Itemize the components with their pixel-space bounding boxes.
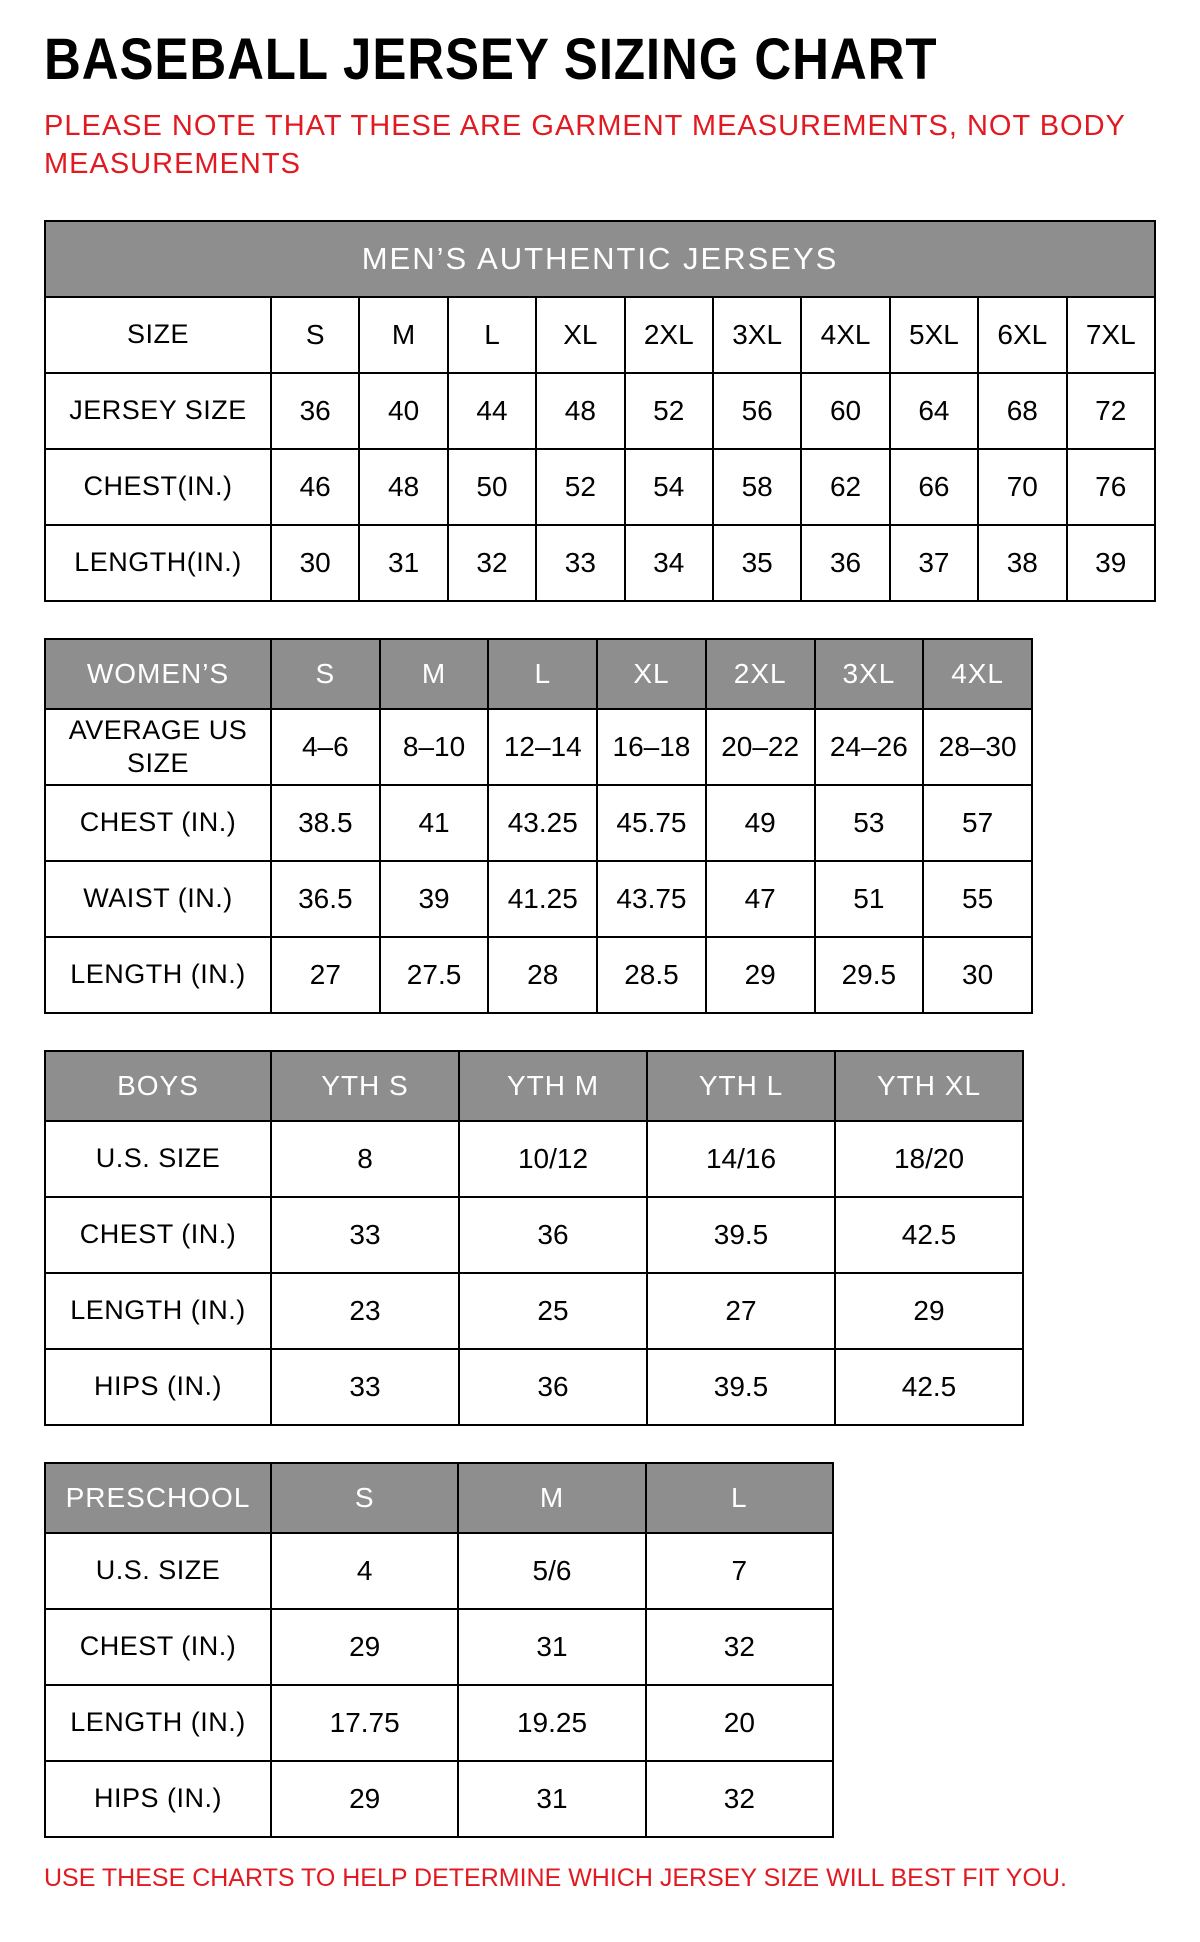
table-cell: 44	[448, 373, 536, 449]
table-cell: 53	[815, 785, 924, 861]
table-row	[45, 1609, 833, 1685]
table-cell: 7	[646, 1533, 833, 1609]
table-cell: 28	[488, 937, 597, 1013]
table-row	[45, 709, 1032, 785]
column-header: M	[380, 639, 489, 709]
table-cell: 33	[271, 1349, 459, 1425]
table-cell: 28.5	[597, 937, 706, 1013]
table-cell: 70	[978, 449, 1066, 525]
mens-table-title: MEN’S AUTHENTIC JERSEYS	[45, 221, 1155, 297]
table-cell: 10/12	[459, 1121, 647, 1197]
table-cell: 43.25	[488, 785, 597, 861]
table-row	[45, 1761, 833, 1837]
table-cell: 52	[625, 373, 713, 449]
table-row	[45, 1685, 833, 1761]
table-header-row	[45, 1463, 833, 1533]
table-cell: S	[271, 297, 359, 373]
table-cell: 54	[625, 449, 713, 525]
table-row	[45, 937, 1032, 1013]
table-row	[45, 1349, 1023, 1425]
column-header: 2XL	[706, 639, 815, 709]
table-cell: 17.75	[271, 1685, 458, 1761]
table-cell: 29.5	[815, 937, 924, 1013]
table-cell: 47	[706, 861, 815, 937]
table-cell: 20	[646, 1685, 833, 1761]
table-cell: 38.5	[271, 785, 380, 861]
fit-advice-footer: USE THESE CHARTS TO HELP DETERMINE WHICH JERSEY SIZE WILL BEST FIT YOU.	[44, 1863, 1067, 1892]
table-row	[45, 525, 1155, 601]
column-header: M	[458, 1463, 645, 1533]
table-cell: 29	[271, 1761, 458, 1837]
table-cell: 12–14	[488, 709, 597, 785]
table-cell: 42.5	[835, 1349, 1023, 1425]
table-cell: 8	[271, 1121, 459, 1197]
table-cell: 8–10	[380, 709, 489, 785]
table-cell: 39	[1067, 525, 1155, 601]
table-header-row	[45, 1051, 1023, 1121]
boys-sizing-table	[44, 1050, 1024, 1426]
table-cell: 41	[380, 785, 489, 861]
table-cell: 50	[448, 449, 536, 525]
row-label: CHEST (IN.)	[45, 1197, 271, 1273]
table-cell: 32	[646, 1761, 833, 1837]
row-label: CHEST(IN.)	[45, 449, 271, 525]
table-cell: XL	[536, 297, 624, 373]
table-cell: 38	[978, 525, 1066, 601]
table-row	[45, 1121, 1023, 1197]
table-cell: 62	[801, 449, 889, 525]
table-cell: 39.5	[647, 1197, 835, 1273]
table-cell: 27	[647, 1273, 835, 1349]
row-label: JERSEY SIZE	[45, 373, 271, 449]
table-cell: 64	[890, 373, 978, 449]
table-cell: 56	[713, 373, 801, 449]
table-row	[45, 1197, 1023, 1273]
table-cell: 32	[646, 1609, 833, 1685]
row-label: LENGTH (IN.)	[45, 937, 271, 1013]
table-cell: 20–22	[706, 709, 815, 785]
row-label: CHEST (IN.)	[45, 1609, 271, 1685]
table-cell: 42.5	[835, 1197, 1023, 1273]
column-header: L	[488, 639, 597, 709]
row-label: CHEST (IN.)	[45, 785, 271, 861]
table-title-row	[45, 221, 1155, 297]
table-cell: 51	[815, 861, 924, 937]
table-row	[45, 1533, 833, 1609]
table-cell: 33	[536, 525, 624, 601]
table-cell: M	[359, 297, 447, 373]
row-label: U.S. SIZE	[45, 1121, 271, 1197]
table-cell: 52	[536, 449, 624, 525]
column-header: S	[271, 1463, 458, 1533]
table-cell: 24–26	[815, 709, 924, 785]
table-cell: 4XL	[801, 297, 889, 373]
table-cell: 43.75	[597, 861, 706, 937]
column-header: YTH M	[459, 1051, 647, 1121]
table-cell: 68	[978, 373, 1066, 449]
column-header: L	[646, 1463, 833, 1533]
table-cell: 32	[448, 525, 536, 601]
row-label: AVERAGE US SIZE	[45, 709, 271, 785]
table-cell: 45.75	[597, 785, 706, 861]
table-cell: 36	[459, 1197, 647, 1273]
womens-table-title: WOMEN’S	[45, 639, 271, 709]
table-cell: 4–6	[271, 709, 380, 785]
table-cell: 39	[380, 861, 489, 937]
row-label: SIZE	[45, 297, 271, 373]
table-cell: 36	[801, 525, 889, 601]
table-cell: 76	[1067, 449, 1155, 525]
table-cell: 25	[459, 1273, 647, 1349]
mens-sizing-table	[44, 220, 1156, 602]
table-row	[45, 449, 1155, 525]
table-cell: 72	[1067, 373, 1155, 449]
table-cell: 30	[271, 525, 359, 601]
row-label: WAIST (IN.)	[45, 861, 271, 937]
table-cell: L	[448, 297, 536, 373]
table-cell: 31	[359, 525, 447, 601]
boys-table-title: BOYS	[45, 1051, 271, 1121]
table-cell: 48	[536, 373, 624, 449]
row-label: LENGTH(IN.)	[45, 525, 271, 601]
row-label: HIPS (IN.)	[45, 1761, 271, 1837]
column-header: YTH S	[271, 1051, 459, 1121]
table-cell: 29	[835, 1273, 1023, 1349]
table-cell: 5XL	[890, 297, 978, 373]
table-cell: 31	[458, 1761, 645, 1837]
table-cell: 3XL	[713, 297, 801, 373]
table-cell: 30	[923, 937, 1032, 1013]
column-header: YTH L	[647, 1051, 835, 1121]
table-cell: 48	[359, 449, 447, 525]
table-cell: 41.25	[488, 861, 597, 937]
table-cell: 19.25	[458, 1685, 645, 1761]
table-cell: 40	[359, 373, 447, 449]
table-cell: 4	[271, 1533, 458, 1609]
table-cell: 57	[923, 785, 1032, 861]
row-label: LENGTH (IN.)	[45, 1685, 271, 1761]
column-header: XL	[597, 639, 706, 709]
table-cell: 34	[625, 525, 713, 601]
table-cell: 29	[271, 1609, 458, 1685]
column-header: 4XL	[923, 639, 1032, 709]
table-cell: 36	[271, 373, 359, 449]
preschool-table-title: PRESCHOOL	[45, 1463, 271, 1533]
table-row	[45, 861, 1032, 937]
table-cell: 49	[706, 785, 815, 861]
table-cell: 5/6	[458, 1533, 645, 1609]
row-label: U.S. SIZE	[45, 1533, 271, 1609]
table-cell: 29	[706, 937, 815, 1013]
table-cell: 46	[271, 449, 359, 525]
table-cell: 27	[271, 937, 380, 1013]
table-cell: 16–18	[597, 709, 706, 785]
table-cell: 14/16	[647, 1121, 835, 1197]
table-cell: 27.5	[380, 937, 489, 1013]
column-header: 3XL	[815, 639, 924, 709]
table-cell: 7XL	[1067, 297, 1155, 373]
table-cell: 37	[890, 525, 978, 601]
row-label: LENGTH (IN.)	[45, 1273, 271, 1349]
table-cell: 55	[923, 861, 1032, 937]
table-cell: 58	[713, 449, 801, 525]
table-cell: 31	[458, 1609, 645, 1685]
column-header: S	[271, 639, 380, 709]
table-cell: 28–30	[923, 709, 1032, 785]
table-cell: 36	[459, 1349, 647, 1425]
table-cell: 35	[713, 525, 801, 601]
table-row	[45, 785, 1032, 861]
table-cell: 66	[890, 449, 978, 525]
table-cell: 33	[271, 1197, 459, 1273]
table-header-row	[45, 639, 1032, 709]
table-row	[45, 1273, 1023, 1349]
garment-measurement-note: PLEASE NOTE THAT THESE ARE GARMENT MEASUREMENTS, NOT BODY MEASUREMENTS	[44, 110, 1126, 181]
table-cell: 6XL	[978, 297, 1066, 373]
column-header: YTH XL	[835, 1051, 1023, 1121]
table-cell: 2XL	[625, 297, 713, 373]
womens-sizing-table	[44, 638, 1033, 1014]
table-cell: 36.5	[271, 861, 380, 937]
row-label: HIPS (IN.)	[45, 1349, 271, 1425]
table-cell: 18/20	[835, 1121, 1023, 1197]
table-row	[45, 297, 1155, 373]
table-cell: 60	[801, 373, 889, 449]
table-cell: 39.5	[647, 1349, 835, 1425]
page-title: BASEBALL JERSEY SIZING CHART	[44, 27, 938, 92]
table-cell: 23	[271, 1273, 459, 1349]
preschool-sizing-table	[44, 1462, 834, 1838]
table-row	[45, 373, 1155, 449]
